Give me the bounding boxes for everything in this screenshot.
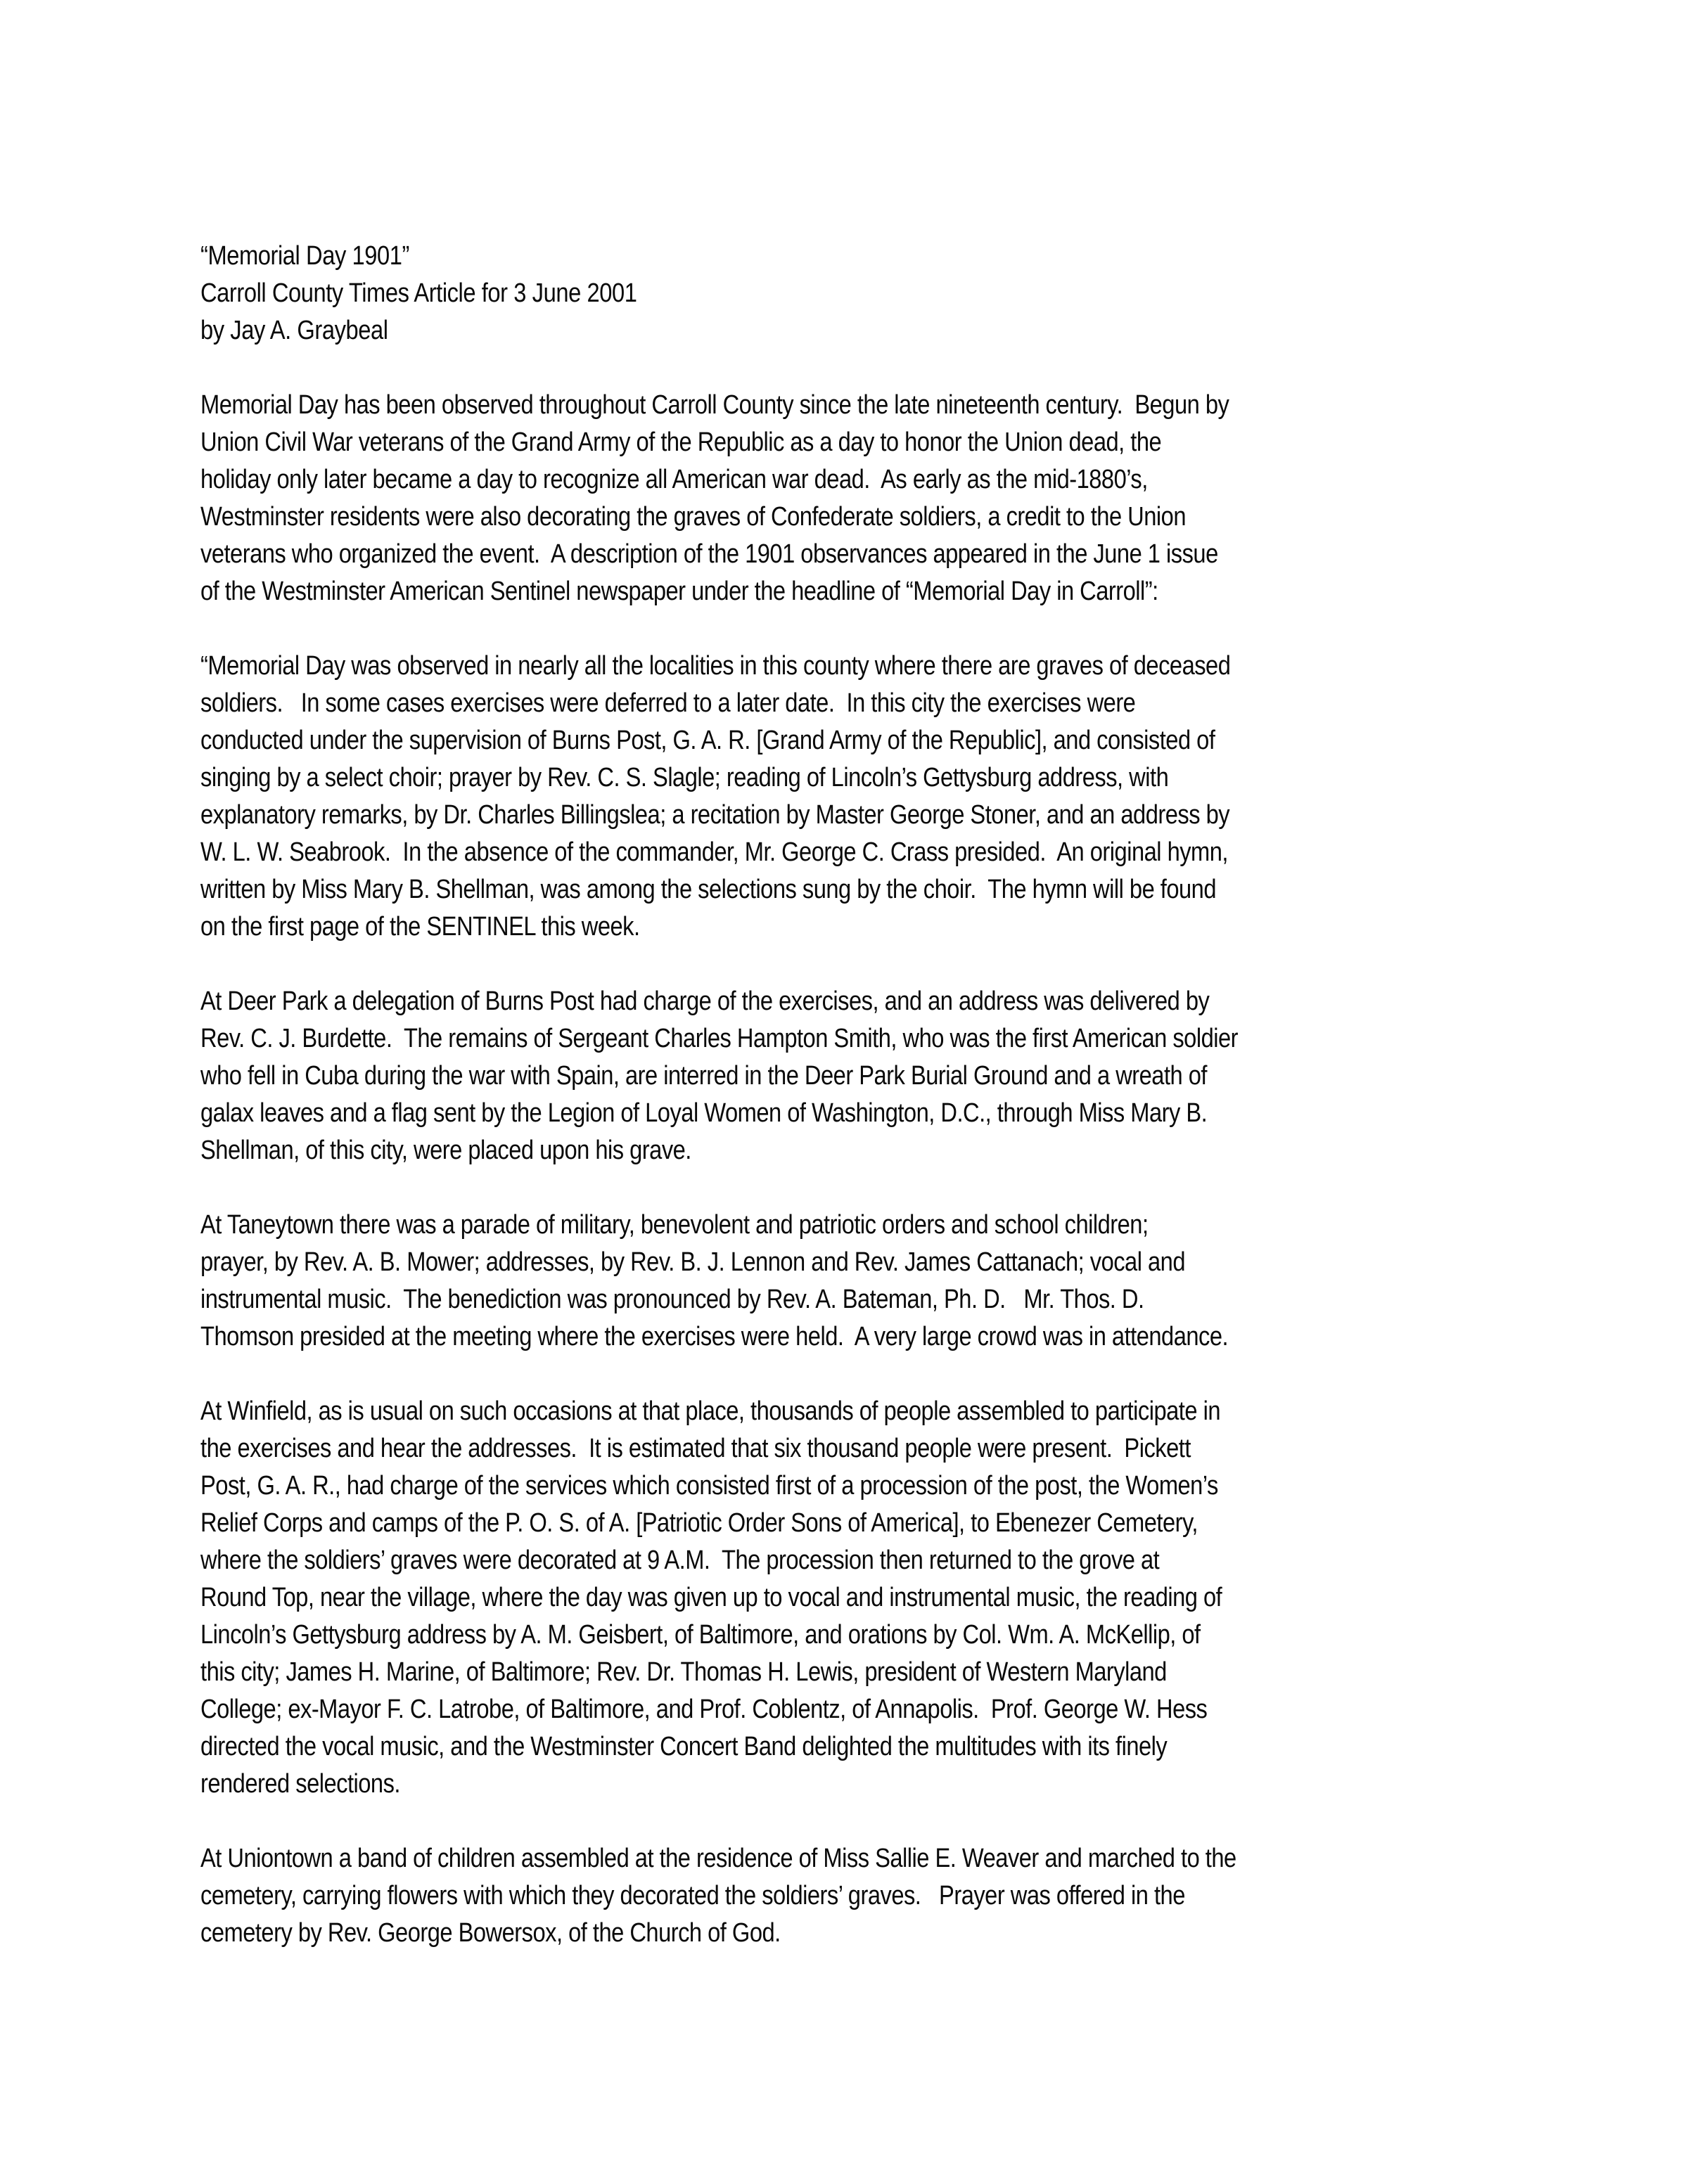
text-line: Rev. C. J. Burdette. The remains of Sergeant Charles Hampton Smith, who was the first American soldier — [200, 1024, 1238, 1053]
paragraph — [200, 1393, 1537, 1803]
text-line: W. L. W. Seabrook. In the absence of the commander, Mr. George C. Crass presided. An original hymn, — [200, 837, 1228, 867]
text-line: where the soldiers’ graves were decorated at 9 A.M. The procession then returned to the grove at — [200, 1546, 1160, 1575]
paragraph — [200, 983, 1537, 1169]
text-line: singing by a select choir; prayer by Rev. C. S. Slagle; reading of Lincoln’s Gettysburg address, with — [200, 763, 1169, 792]
article-body — [200, 387, 1537, 1952]
paragraph — [200, 1207, 1537, 1356]
spacer — [200, 1169, 1537, 1207]
text-line: At Winfield, as is usual on such occasions at that place, thousands of people assembled to participate in — [200, 1396, 1220, 1426]
text-line: At Uniontown a band of children assembled at the residence of Miss Sallie E. Weaver and marched to the — [200, 1844, 1236, 1873]
text-line: directed the vocal music, and the Westminster Concert Band delighted the multitudes with its finely — [200, 1732, 1168, 1761]
text-line: Thomson presided at the meeting where the exercises were held. A very large crowd was in attendance. — [200, 1322, 1229, 1351]
text-line: soldiers. In some cases exercises were deferred to a later date. In this city the exercises were — [200, 688, 1136, 718]
text-line: holiday only later became a day to recognize all American war dead. As early as the mid-1880’s, — [200, 465, 1148, 494]
text-line: Post, G. A. R., had charge of the services which consisted first of a procession of the post, the Women’s — [200, 1471, 1218, 1501]
text-line: explanatory remarks, by Dr. Charles Billingslea; a recitation by Master George Stoner, and an address by — [200, 800, 1230, 830]
text-line: instrumental music. The benediction was pronounced by Rev. A. Bateman, Ph. D. Mr. Thos. D. — [200, 1285, 1144, 1314]
document-page — [200, 238, 1537, 1952]
paragraph — [200, 648, 1537, 946]
spacer — [200, 1803, 1537, 1840]
text-line: At Deer Park a delegation of Burns Post had charge of the exercises, and an address was delivered by — [200, 987, 1210, 1016]
article-title: “Memorial Day 1901” — [200, 241, 409, 271]
text-line: conducted under the supervision of Burns Post, G. A. R. [Grand Army of the Republic], and consisted of — [200, 726, 1215, 755]
text-line: Lincoln’s Gettysburg address by A. M. Geisbert, of Baltimore, and orations by Col. Wm. A. McKellip, of — [200, 1620, 1201, 1650]
text-line: College; ex-Mayor F. C. Latrobe, of Baltimore, and Prof. Coblentz, of Annapolis. Prof. George W. Hess — [200, 1695, 1208, 1724]
paragraph — [200, 387, 1537, 610]
text-line: on the first page of the SENTINEL this week. — [200, 912, 640, 942]
text-line: this city; James H. Marine, of Baltimore; Rev. Dr. Thomas H. Lewis, president of Western Maryland — [200, 1657, 1167, 1687]
text-line: At Taneytown there was a parade of military, benevolent and patriotic orders and school children; — [200, 1210, 1149, 1240]
text-line: Memorial Day has been observed throughout Carroll County since the late nineteenth century. Begun by — [200, 390, 1229, 420]
text-line: cemetery, carrying flowers with which they decorated the soldiers’ graves. Prayer was offered in the — [200, 1881, 1185, 1910]
article-header — [200, 238, 1537, 349]
text-line: Round Top, near the village, where the day was given up to vocal and instrumental music, the reading of — [200, 1583, 1222, 1612]
text-line: “Memorial Day was observed in nearly all the localities in this county where there are graves of deceased — [200, 651, 1231, 681]
text-line: written by Miss Mary B. Shellman, was among the selections sung by the choir. The hymn will be found — [200, 875, 1217, 904]
text-line: Shellman, of this city, were placed upon his grave. — [200, 1136, 691, 1165]
spacer — [200, 946, 1537, 983]
spacer — [200, 1356, 1537, 1393]
text-line: Union Civil War veterans of the Grand Army of the Republic as a day to honor the Union dead, the — [200, 428, 1162, 457]
text-line: cemetery by Rev. George Bowersox, of the Church of God. — [200, 1918, 781, 1948]
text-line: the exercises and hear the addresses. It is estimated that six thousand people were present. Pickett — [200, 1434, 1191, 1463]
text-line: veterans who organized the event. A description of the 1901 observances appeared in the June 1 issue — [200, 539, 1218, 569]
article-byline: by Jay A. Graybeal — [200, 316, 388, 345]
paragraph — [200, 1840, 1537, 1952]
text-line: rendered selections. — [200, 1769, 400, 1799]
text-line: of the Westminster American Sentinel newspaper under the headline of “Memorial Day in Carroll”: — [200, 577, 1158, 606]
spacer — [200, 610, 1537, 648]
text-line: who fell in Cuba during the war with Spain, are interred in the Deer Park Burial Ground and a wreath of — [200, 1061, 1207, 1091]
text-line: Relief Corps and camps of the P. O. S. of A. [Patriotic Order Sons of America], to Ebenezer Cemetery, — [200, 1508, 1198, 1538]
text-line: prayer, by Rev. A. B. Mower; addresses, by Rev. B. J. Lennon and Rev. James Cattanach; vocal and — [200, 1247, 1186, 1277]
spacer — [200, 349, 1537, 387]
text-line: galax leaves and a flag sent by the Legion of Loyal Women of Washington, D.C., through Miss Mary B. — [200, 1098, 1208, 1128]
article-subtitle: Carroll County Times Article for 3 June 2001 — [200, 278, 637, 308]
text-line: Westminster residents were also decorating the graves of Confederate soldiers, a credit to the Union — [200, 502, 1186, 532]
